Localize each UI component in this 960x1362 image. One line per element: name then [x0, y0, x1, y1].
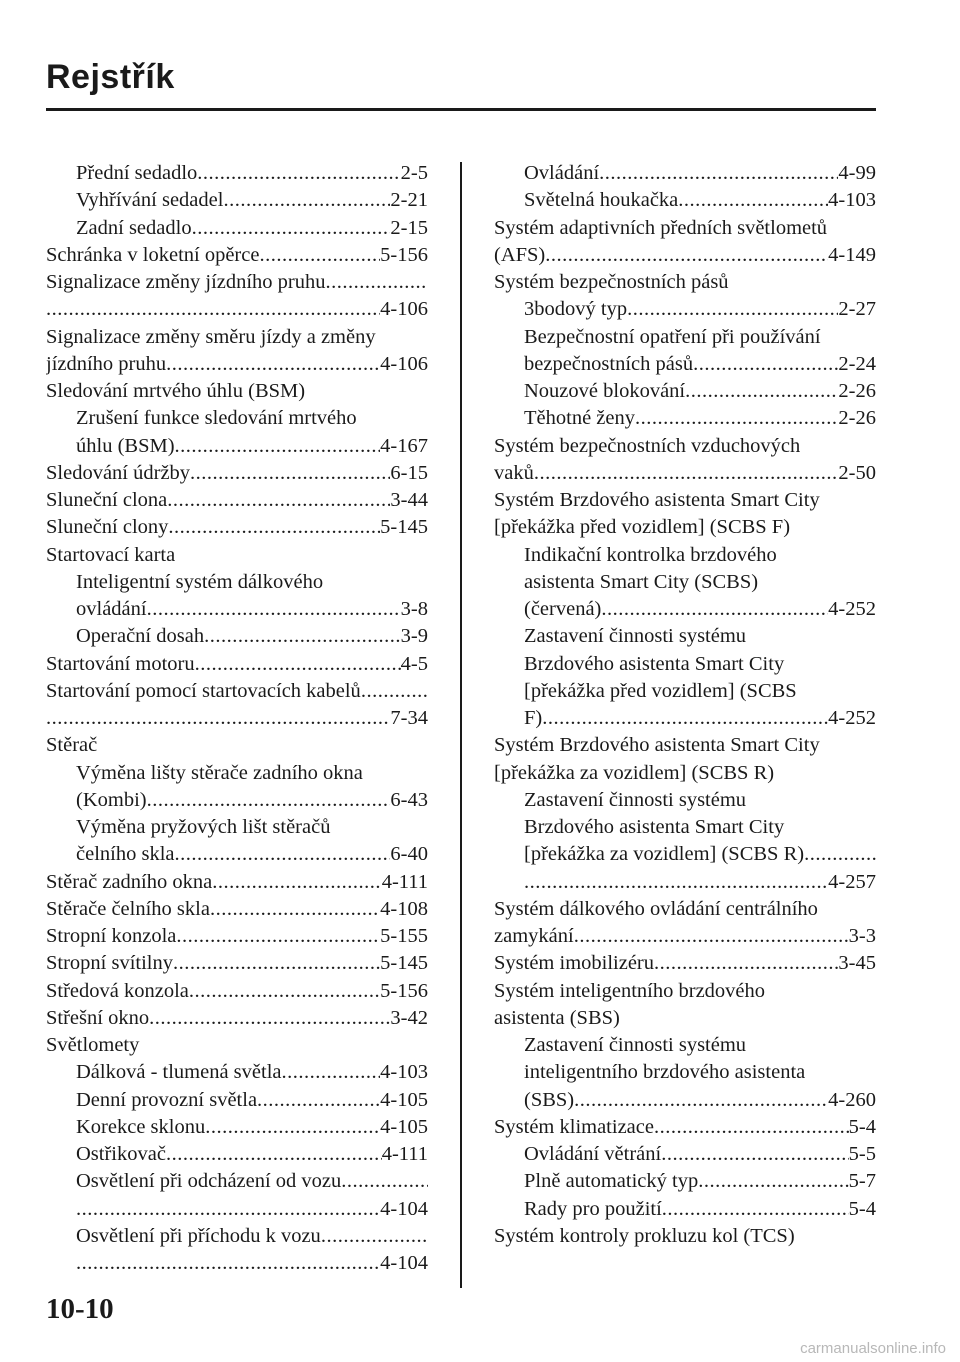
- index-entry-page: 4-106: [380, 352, 428, 375]
- index-entry: [46, 487, 428, 514]
- index-entry-label: Ostřikovač: [76, 1143, 166, 1165]
- dot-leader: [341, 1168, 428, 1195]
- index-entry: [494, 760, 876, 787]
- index-entry-page: 5-5: [848, 1143, 876, 1165]
- index-entry: [46, 950, 428, 977]
- index-entry: [46, 1141, 428, 1168]
- dot-leader: [678, 187, 828, 214]
- index-entry: [494, 405, 876, 432]
- index-entry-label: Startovací karta: [46, 543, 176, 566]
- dot-leader: [534, 460, 839, 487]
- index-entry: [46, 1087, 428, 1114]
- index-column-right: [494, 160, 876, 1250]
- index-entry: [494, 678, 876, 705]
- index-entry-label: Brzdového asistenta Smart City: [524, 816, 785, 838]
- index-entry-page: 4-257: [828, 870, 876, 893]
- index-entry-page: 3-9: [400, 625, 428, 648]
- index-entry-label: [překážka za vozidlem] (SCBS R): [524, 843, 805, 866]
- index-entry-label: Světelná houkačka: [524, 189, 679, 212]
- dot-leader: [321, 1223, 428, 1250]
- index-entry: [46, 433, 428, 460]
- index-entry-label: Startování pomocí startovacích kabelů: [46, 679, 361, 702]
- index-entry-label: Stěrač zadního okna: [46, 870, 213, 893]
- index-entry-label: Sledování mrtvého úhlu (BSM): [46, 380, 306, 402]
- index-entry-page: 4-103: [828, 189, 876, 212]
- index-entry: [46, 814, 428, 841]
- index-entry: [494, 841, 876, 868]
- index-entry: [46, 1005, 428, 1032]
- index-entry-label: [překážka za vozidlem] (SCBS R): [494, 761, 775, 784]
- index-entry: [46, 1114, 428, 1141]
- dot-leader: [574, 923, 849, 950]
- dot-leader: [326, 269, 428, 296]
- index-entry: [494, 732, 876, 759]
- dot-leader: [698, 1168, 848, 1195]
- index-entry-page: 4-252: [828, 707, 876, 729]
- index-entry-label: Brzdového asistenta Smart City: [524, 652, 785, 675]
- index-entry: [46, 760, 428, 787]
- dot-leader: [176, 923, 380, 950]
- index-entry-label: Zastavení činnosti systému: [524, 625, 747, 648]
- dot-leader: [197, 160, 400, 187]
- column-divider: [460, 162, 462, 1288]
- index-entry-label: Zastavení činnosti systému: [524, 788, 747, 811]
- index-entry-label: (AFS): [494, 243, 546, 266]
- index-entry-page: 5-7: [848, 1170, 876, 1193]
- index-entry: [494, 814, 876, 841]
- index-entry-page: 4-111: [381, 1143, 428, 1165]
- index-entry: [494, 869, 876, 896]
- index-entry: [494, 269, 876, 296]
- index-entry-label: Zastavení činnosti systému: [524, 1034, 747, 1056]
- index-entry-page: 6-43: [390, 788, 428, 811]
- index-entry-label: Systém adaptivních předních světlometů: [494, 216, 828, 239]
- index-entry: [46, 242, 428, 269]
- index-entry-page: 2-26: [838, 407, 876, 430]
- dot-leader: [361, 678, 428, 705]
- index-entry: [46, 351, 428, 378]
- index-entry-label: F): [524, 707, 543, 729]
- index-entry-page: 4-104: [380, 1252, 428, 1274]
- dot-leader: [190, 460, 390, 487]
- index-entry: [494, 1168, 876, 1195]
- index-entry: [46, 705, 428, 732]
- index-entry-label: Systém kontroly prokluzu kol (TCS): [494, 1224, 795, 1247]
- index-entry: [494, 514, 876, 541]
- index-entry-page: 4-111: [381, 870, 428, 893]
- index-entry-page: 3-44: [390, 489, 428, 511]
- index-entry: [494, 542, 876, 569]
- index-entry-page: 4-99: [838, 162, 876, 184]
- dot-leader: [210, 896, 380, 923]
- index-entry-label: Stropní konzola: [46, 925, 177, 947]
- index-entry-label: asistenta (SBS): [494, 1006, 620, 1029]
- header-rule: [46, 108, 876, 111]
- index-entry-label: Vyhřívání sedadel: [76, 189, 224, 212]
- index-entry-label: inteligentního brzdového asistenta: [524, 1061, 806, 1084]
- index-entry: [46, 569, 428, 596]
- index-entry-label: Korekce sklonu: [76, 1115, 206, 1138]
- dot-leader: [46, 296, 380, 323]
- index-entry: [494, 787, 876, 814]
- index-entry: [494, 296, 876, 323]
- index-entry-page: 5-4: [848, 1115, 876, 1138]
- index-entry: [46, 215, 428, 242]
- index-entry-label: úhlu (BSM): [76, 434, 175, 457]
- index-entry-page: 2-5: [400, 162, 428, 184]
- index-entry: [494, 1032, 876, 1059]
- index-entry: [494, 215, 876, 242]
- dot-leader: [662, 1196, 849, 1223]
- index-entry-label: Systém bezpečnostních vzduchových: [494, 434, 801, 457]
- index-entry: [494, 324, 876, 351]
- index-entry: [46, 1223, 428, 1250]
- index-entry: [46, 1196, 428, 1223]
- index-entry: [494, 187, 876, 214]
- index-entry-label: Inteligentní systém dálkového: [76, 570, 324, 593]
- index-entry: [46, 160, 428, 187]
- index-entry: [494, 351, 876, 378]
- index-entry-label: Sledování údržby: [46, 461, 191, 484]
- page-title: Rejstřík: [46, 58, 175, 96]
- index-entry-label: Operační dosah: [76, 625, 205, 648]
- index-entry-label: Systém bezpečnostních pásů: [494, 271, 729, 293]
- index-entry-label: Systém imobilizéru: [494, 952, 654, 975]
- index-entry-label: Sluneční clony: [46, 516, 169, 539]
- index-entry: [46, 1059, 428, 1086]
- index-entry-page: 4-5: [400, 652, 428, 675]
- index-entry-label: Indikační kontrolka brzdového: [524, 543, 777, 566]
- index-entry-label: čelního skla: [76, 843, 175, 866]
- dot-leader: [257, 1087, 380, 1114]
- index-entry-label: Přední sedadlo: [76, 162, 198, 184]
- index-entry-label: Středová konzola: [46, 979, 189, 1002]
- dot-leader: [654, 1114, 849, 1141]
- dot-leader: [661, 1141, 848, 1168]
- index-entry: [494, 460, 876, 487]
- dot-leader: [167, 487, 390, 514]
- index-entry-label: Výměna lišty stěrače zadního okna: [76, 761, 363, 784]
- index-entry-label: Schránka v loketní opěrce: [46, 243, 260, 266]
- index-entry-label: Systém Brzdového asistenta Smart City: [494, 489, 820, 511]
- index-entry: [46, 460, 428, 487]
- dot-leader: [223, 187, 390, 214]
- index-entry-label: 3bodový typ: [524, 298, 628, 321]
- dot-leader: [542, 705, 828, 732]
- dot-leader: [693, 351, 838, 378]
- index-entry: [46, 978, 428, 1005]
- index-entry-page: 5-145: [380, 516, 428, 539]
- index-entry: [46, 841, 428, 868]
- index-entry-page: 4-105: [380, 1115, 428, 1138]
- index-entry-label: Výměna pryžových lišt stěračů: [76, 816, 331, 838]
- index-entry: [494, 160, 876, 187]
- index-entry-page: 2-24: [838, 352, 876, 375]
- index-entry-label: Dálková - tlumená světla: [76, 1061, 282, 1084]
- index-entry: [494, 923, 876, 950]
- index-entry-page: 4-106: [380, 298, 428, 321]
- index-entry: [46, 923, 428, 950]
- watermark: carmanualsonline.info: [800, 1340, 946, 1357]
- index-entry: [494, 1196, 876, 1223]
- index-entry: [46, 1250, 428, 1277]
- dot-leader: [147, 787, 391, 814]
- index-entry: [46, 787, 428, 814]
- index-entry: [494, 569, 876, 596]
- dot-leader: [545, 242, 828, 269]
- index-entry-page: 4-167: [380, 434, 428, 457]
- index-entry-page: 2-27: [838, 298, 876, 321]
- index-entry-label: bezpečnostních pásů: [524, 352, 694, 375]
- dot-leader: [601, 596, 828, 623]
- dot-leader: [574, 1087, 828, 1114]
- index-entry-label: Zrušení funkce sledování mrtvého: [76, 407, 357, 430]
- index-entry-label: [překážka před vozidlem] (SCBS: [524, 679, 797, 702]
- index-entry: [494, 623, 876, 650]
- index-entry-label: vaků: [494, 461, 534, 484]
- index-entry-page: 4-149: [828, 243, 876, 266]
- index-entry-page: 3-3: [848, 925, 876, 947]
- index-entry-label: Stěrač: [46, 734, 98, 757]
- index-entry: [46, 596, 428, 623]
- index-entry: [46, 269, 428, 296]
- dot-leader: [168, 514, 380, 541]
- index-entry-label: Osvětlení při příchodu k vozu: [76, 1224, 321, 1247]
- index-entry-label: (Kombi): [76, 788, 147, 811]
- index-entry: [494, 1223, 876, 1250]
- index-entry-label: Stěrače čelního skla: [46, 897, 210, 920]
- index-entry-page: 4-260: [828, 1088, 876, 1111]
- index-entry: [494, 896, 876, 923]
- index-entry-label: Sluneční clona: [46, 489, 168, 511]
- index-entry-page: 5-4: [848, 1197, 876, 1220]
- index-entry-label: Stropní svítilny: [46, 952, 174, 975]
- index-entry-label: (červená): [524, 598, 602, 620]
- dot-leader: [599, 160, 838, 187]
- dot-leader: [205, 1114, 380, 1141]
- index-entry-page: 2-50: [838, 461, 876, 484]
- index-entry: [46, 542, 428, 569]
- index-entry: [46, 296, 428, 323]
- index-entry-page: 4-103: [380, 1061, 428, 1084]
- dot-leader: [175, 841, 391, 868]
- index-entry: [494, 1114, 876, 1141]
- dot-leader: [685, 378, 838, 405]
- index-entry-label: Signalizace změny směru jízdy a změny: [46, 325, 376, 348]
- index-entry: [46, 1168, 428, 1195]
- dot-leader: [192, 215, 391, 242]
- dot-leader: [204, 623, 401, 650]
- index-entry-label: jízdního pruhu: [46, 352, 167, 375]
- index-entry: [46, 896, 428, 923]
- index-entry-page: 2-15: [390, 216, 428, 239]
- index-entry: [46, 405, 428, 432]
- index-entry: [494, 1059, 876, 1086]
- index-entry-label: zamykání: [494, 925, 574, 947]
- index-entry-label: Denní provozní světla: [76, 1088, 258, 1111]
- dot-leader: [173, 950, 380, 977]
- dot-leader: [76, 1196, 380, 1223]
- index-entry: [46, 378, 428, 405]
- index-entry-label: Těhotné ženy: [524, 407, 635, 430]
- index-entry: [494, 433, 876, 460]
- index-entry-label: asistenta Smart City (SCBS): [524, 570, 759, 593]
- index-entry: [494, 978, 876, 1005]
- index-entry: [494, 378, 876, 405]
- index-entry: [46, 678, 428, 705]
- dot-leader: [76, 1250, 380, 1277]
- index-entry: [46, 324, 428, 351]
- index-entry-label: Bezpečnostní opatření při používání: [524, 325, 821, 348]
- dot-leader: [175, 433, 381, 460]
- index-entry: [46, 623, 428, 650]
- index-entry-page: 5-155: [380, 925, 428, 947]
- index-entry: [494, 487, 876, 514]
- index-entry: [46, 187, 428, 214]
- index-entry: [46, 869, 428, 896]
- page-number: 10-10: [46, 1293, 114, 1325]
- dot-leader: [212, 869, 381, 896]
- index-entry-label: Signalizace změny jízdního pruhu: [46, 271, 326, 293]
- index-entry: [494, 596, 876, 623]
- index-entry-label: Systém inteligentního brzdového: [494, 979, 766, 1002]
- index-entry-label: Střešní okno: [46, 1006, 150, 1029]
- dot-leader: [195, 651, 401, 678]
- index-entry-page: 7-34: [390, 707, 428, 729]
- index-entry-label: Startování motoru: [46, 652, 195, 675]
- index-entry-label: (SBS): [524, 1088, 575, 1111]
- index-entry: [46, 1032, 428, 1059]
- index-entry-page: 3-42: [390, 1006, 428, 1029]
- index-entry-page: 4-108: [380, 897, 428, 920]
- dot-leader: [524, 869, 828, 896]
- dot-leader: [635, 405, 838, 432]
- index-entry-label: Plně automatický typ: [524, 1170, 699, 1193]
- dot-leader: [147, 596, 401, 623]
- index-entry-page: 3-8: [400, 598, 428, 620]
- index-entry-label: Systém klimatizace: [494, 1115, 654, 1138]
- index-entry: [494, 1087, 876, 1114]
- index-entry-page: 6-15: [390, 461, 428, 484]
- dot-leader: [166, 351, 380, 378]
- index-entry-label: Nouzové blokování: [524, 380, 686, 402]
- dot-leader: [282, 1059, 381, 1086]
- dot-leader: [149, 1005, 390, 1032]
- index-entry-label: Zadní sedadlo: [76, 216, 192, 239]
- index-entry-label: Ovládání větrání: [524, 1143, 662, 1165]
- dot-leader: [166, 1141, 382, 1168]
- index-entry: [494, 1005, 876, 1032]
- index-entry-page: 4-104: [380, 1197, 428, 1220]
- dot-leader: [46, 705, 390, 732]
- index-entry-page: 4-105: [380, 1088, 428, 1111]
- dot-leader: [654, 950, 838, 977]
- index-entry: [494, 651, 876, 678]
- index-entry-page: 2-26: [838, 380, 876, 402]
- index-entry: [494, 705, 876, 732]
- index-entry-page: 4-252: [828, 598, 876, 620]
- index-entry-page: 5-145: [380, 952, 428, 975]
- index-entry-label: Systém Brzdového asistenta Smart City: [494, 734, 820, 757]
- index-entry-label: Ovládání: [524, 162, 600, 184]
- index-entry-page: 3-45: [838, 952, 876, 975]
- index-column-left: [46, 160, 428, 1277]
- index-entry-label: Rady pro použití: [524, 1197, 662, 1220]
- index-entry: [494, 1141, 876, 1168]
- index-entry-page: 5-156: [380, 979, 428, 1002]
- index-entry: [46, 651, 428, 678]
- dot-leader: [804, 841, 876, 868]
- index-entry-label: Osvětlení při odcházení od vozu: [76, 1170, 342, 1193]
- index-entry-label: [překážka před vozidlem] (SCBS F): [494, 516, 791, 539]
- index-entry-label: Světlomety: [46, 1034, 140, 1056]
- dot-leader: [189, 978, 380, 1005]
- index-entry-label: ovládání: [76, 598, 147, 620]
- index-entry-page: 6-40: [390, 843, 428, 866]
- index-entry: [494, 950, 876, 977]
- index-entry: [46, 514, 428, 541]
- dot-leader: [627, 296, 838, 323]
- index-entry-page: 5-156: [380, 243, 428, 266]
- index-entry: [46, 732, 428, 759]
- index-entry-page: 2-21: [390, 189, 428, 212]
- index-entry: [494, 242, 876, 269]
- dot-leader: [259, 242, 380, 269]
- index-entry-label: Systém dálkového ovládání centrálního: [494, 897, 818, 920]
